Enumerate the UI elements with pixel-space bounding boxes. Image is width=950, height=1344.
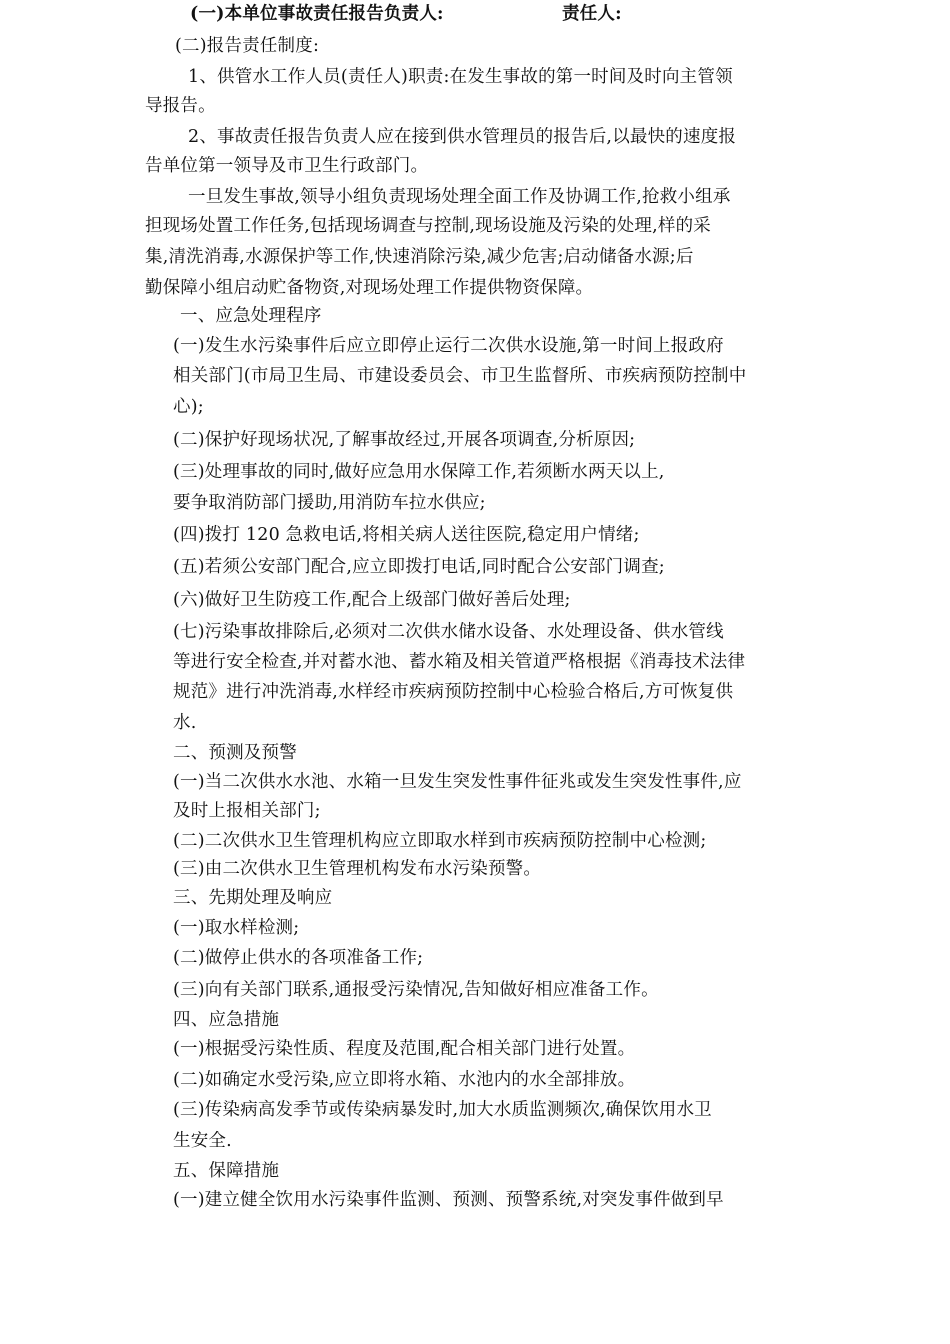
paragraph-line: (三)处理事故的同时,做好应急用水保障工作,若须断水两天以上, — [173, 462, 665, 482]
paragraph-line: 心); — [173, 397, 204, 417]
paragraph-line: (三)由二次供水卫生管理机构发布水污染预警。 — [173, 859, 542, 879]
paragraph-line: (三)传染病高发季节或传染病暴发时,加大水质监测频次,确保饮用水卫 — [173, 1100, 712, 1120]
paragraph-line: 相关部门(市局卫生局、市建设委员会、市卫生监督所、市疾病预防控制中 — [173, 366, 747, 386]
paragraph-line: (一)取水样检测; — [173, 918, 300, 938]
paragraph-line: (一)根据受污染性质、程度及范围,配合相关部门进行处置。 — [173, 1039, 636, 1059]
paragraph-line: 水. — [173, 713, 197, 733]
paragraph-line: 1、供管水工作人员(责任人)职责:在发生事故的第一时间及时向主管领 — [188, 67, 733, 87]
paragraph-line: 2、事故责任报告负责人应在接到供水管理员的报告后,以最快的速度报 — [188, 127, 737, 147]
paragraph-line: 导报告。 — [145, 96, 216, 116]
paragraph-line: (二)二次供水卫生管理机构应立即取水样到市疾病预防控制中心检测; — [173, 831, 707, 851]
paragraph-line: (四)拨打 120 急救电话,将相关病人送往医院,稳定用户情绪; — [173, 525, 640, 545]
paragraph-line: 集,清洗消毒,水源保护等工作,快速消除污染,减少危害;启动储备水源;后 — [145, 247, 694, 267]
section-heading: 二、预测及预警 — [173, 743, 297, 763]
paragraph-line: 一旦发生事故,领导小组负责现场处理全面工作及协调工作,抢救小组承 — [188, 187, 731, 207]
paragraph-line: (一)发生水污染事件后应立即停止运行二次供水设施,第一时间上报政府 — [173, 336, 724, 356]
paragraph-line: (七)污染事故排除后,必须对二次供水储水设备、水处理设备、供水管线 — [173, 622, 724, 642]
section-heading: 一、应急处理程序 — [180, 306, 322, 326]
paragraph-line: 担现场处置工作任务,包括现场调查与控制,现场设施及污染的处理,样的采 — [145, 216, 711, 236]
section-heading: 四、应急措施 — [173, 1010, 280, 1030]
paragraph-line: 规范》进行冲洗消毒,水样经市疾病预防控制中心检验合格后,方可恢复供 — [173, 682, 734, 702]
responsible-person-label: 责任人: — [562, 4, 622, 24]
reporting-system-title: (二)报告责任制度: — [175, 36, 320, 56]
paragraph-line: (一)当二次供水水池、水箱一旦发生突发性事件征兆或发生突发性事件,应 — [173, 772, 742, 792]
paragraph-line: (六)做好卫生防疫工作,配合上级部门做好善后处理; — [173, 590, 571, 610]
paragraph-line: (一)建立健全饮用水污染事件监测、预测、预警系统,对突发事件做到早 — [173, 1190, 724, 1210]
paragraph-line: (二)如确定水受污染,应立即将水箱、水池内的水全部排放。 — [173, 1070, 636, 1090]
paragraph-line: 等进行安全检查,并对蓄水池、蓄水箱及相关管道严格根据《消毒技术法律 — [173, 652, 746, 672]
paragraph-line: (二)做停止供水的各项准备工作; — [173, 948, 424, 968]
paragraph-line: (三)向有关部门联系,通报受污染情况,告知做好相应准备工作。 — [173, 980, 659, 1000]
responsible-unit-label: (一)本单位事故责任报告负责人: — [190, 4, 444, 24]
paragraph-line: 勤保障小组启动贮备物资,对现场处理工作提供物资保障。 — [145, 278, 594, 298]
paragraph-line: 及时上报相关部门; — [173, 801, 321, 821]
paragraph-line: 告单位第一领导及市卫生行政部门。 — [145, 156, 429, 176]
section-heading: 三、先期处理及响应 — [173, 888, 333, 908]
paragraph-line: (五)若须公安部门配合,应立即拨打电话,同时配合公安部门调查; — [173, 557, 665, 577]
paragraph-line: 生安全. — [173, 1131, 232, 1151]
paragraph-line: (二)保护好现场状况,了解事故经过,开展各项调查,分析原因; — [173, 430, 636, 450]
paragraph-line: 要争取消防部门援助,用消防车拉水供应; — [173, 493, 486, 513]
section-heading: 五、保障措施 — [173, 1161, 280, 1181]
